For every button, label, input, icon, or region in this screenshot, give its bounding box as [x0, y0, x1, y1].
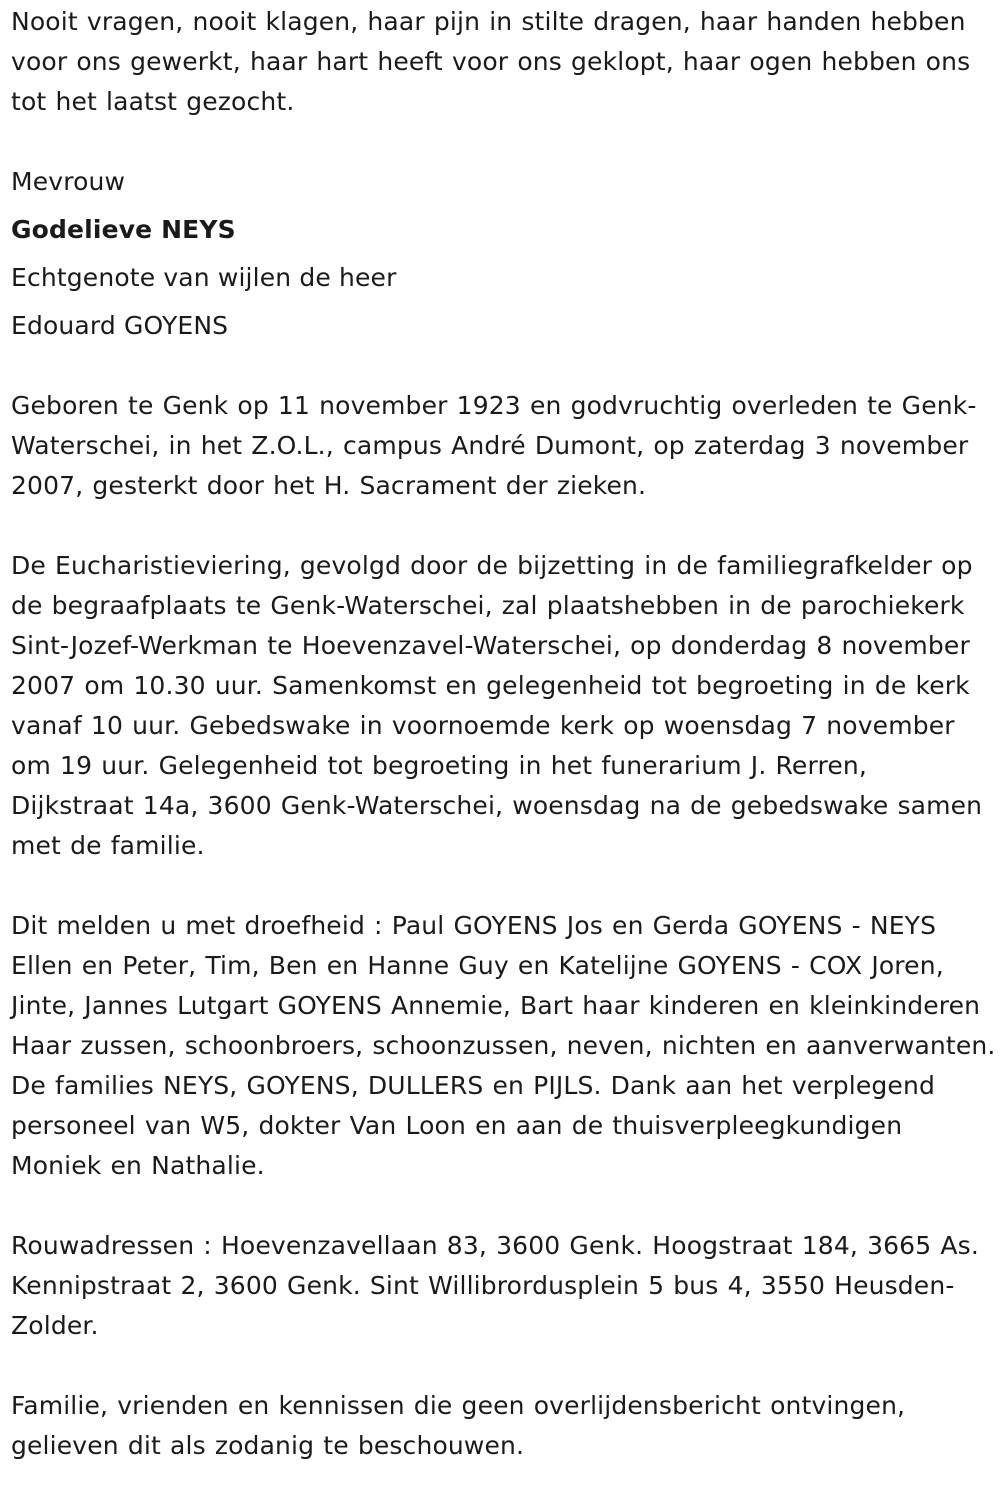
closing-paragraph: Familie, vrienden en kennissen die geen overlijdensbericht ontvingen, gelieven dit als zodanig te beschouwen. — [11, 1391, 906, 1460]
deceased-name: Godelieve NEYS — [11, 215, 236, 244]
deceased-header — [11, 158, 996, 350]
ceremony-paragraph: De Eucharistieviering, gevolgd door de bijzetting in de familiegrafkelder op de begraafplaats te Genk-Waterschei, zal plaatshebben in de parochiekerk Sint-Jozef-Werkman te Hoevenzavel-Waterschei, op donderdag 8 november 2007 om 10.30 uur. Samenkomst en gelegenheid tot begroeting in de kerk vanaf 10 uur. Gebedswake in voornoemde kerk op woensdag 7 november om 19 uur. Gelegenheid tot begroeting in het funerarium J. Rerren, Dijkstraat 14a, 3600 Genk-Waterschei, woensdag na de gebedswake samen met de familie. — [11, 551, 983, 860]
addresses-paragraph: Rouwadressen : Hoevenzavellaan 83, 3600 Genk. Hoogstraat 184, 3665 As. Kennipstraat 2, 3600 Genk. Sint Willibrordusplein 5 bus 4, 3550 Heusden-Zolder. — [11, 1231, 979, 1340]
spacer — [11, 506, 996, 546]
spacer — [11, 866, 996, 906]
relation-line: Echtgenote van wijlen de heer — [11, 263, 397, 292]
salutation: Mevrouw — [11, 167, 126, 196]
spacer — [11, 1186, 996, 1226]
spacer — [11, 350, 996, 386]
spacer — [11, 122, 996, 162]
birth-death-paragraph: Geboren te Genk op 11 november 1923 en godvruchtig overleden te Genk-Waterschei, in het Z.O.L., campus André Dumont, op zaterdag 3 november 2007, gesterkt door het H. Sacrament der zieken. — [11, 391, 977, 500]
spacer — [11, 1346, 996, 1386]
obituary-document — [11, 2, 996, 1466]
family-paragraph: Dit melden u met droefheid : Paul GOYENS Jos en Gerda GOYENS - NEYS Ellen en Peter, Tim, Ben en Hanne Guy en Katelijne GOYENS - COX Joren, Jinte, Jannes Lutgart GOYENS Annemie, Bart haar kinderen en kleinkinderen Haar zussen, schoonbroers, schoonzussen, neven, nichten en aanverwanten. De families NEYS, GOYENS, DULLERS en PIJLS. Dank aan het verplegend personeel van W5, dokter Van Loon en aan de thuisverpleegkundigen Moniek en Nathalie. — [11, 911, 996, 1180]
poem-paragraph: Nooit vragen, nooit klagen, haar pijn in stilte dragen, haar handen hebben voor ons gewerkt, haar hart heeft voor ons geklopt, haar ogen hebben ons tot het laatst gezocht. — [11, 7, 971, 116]
spouse-name: Edouard GOYENS — [11, 311, 229, 340]
